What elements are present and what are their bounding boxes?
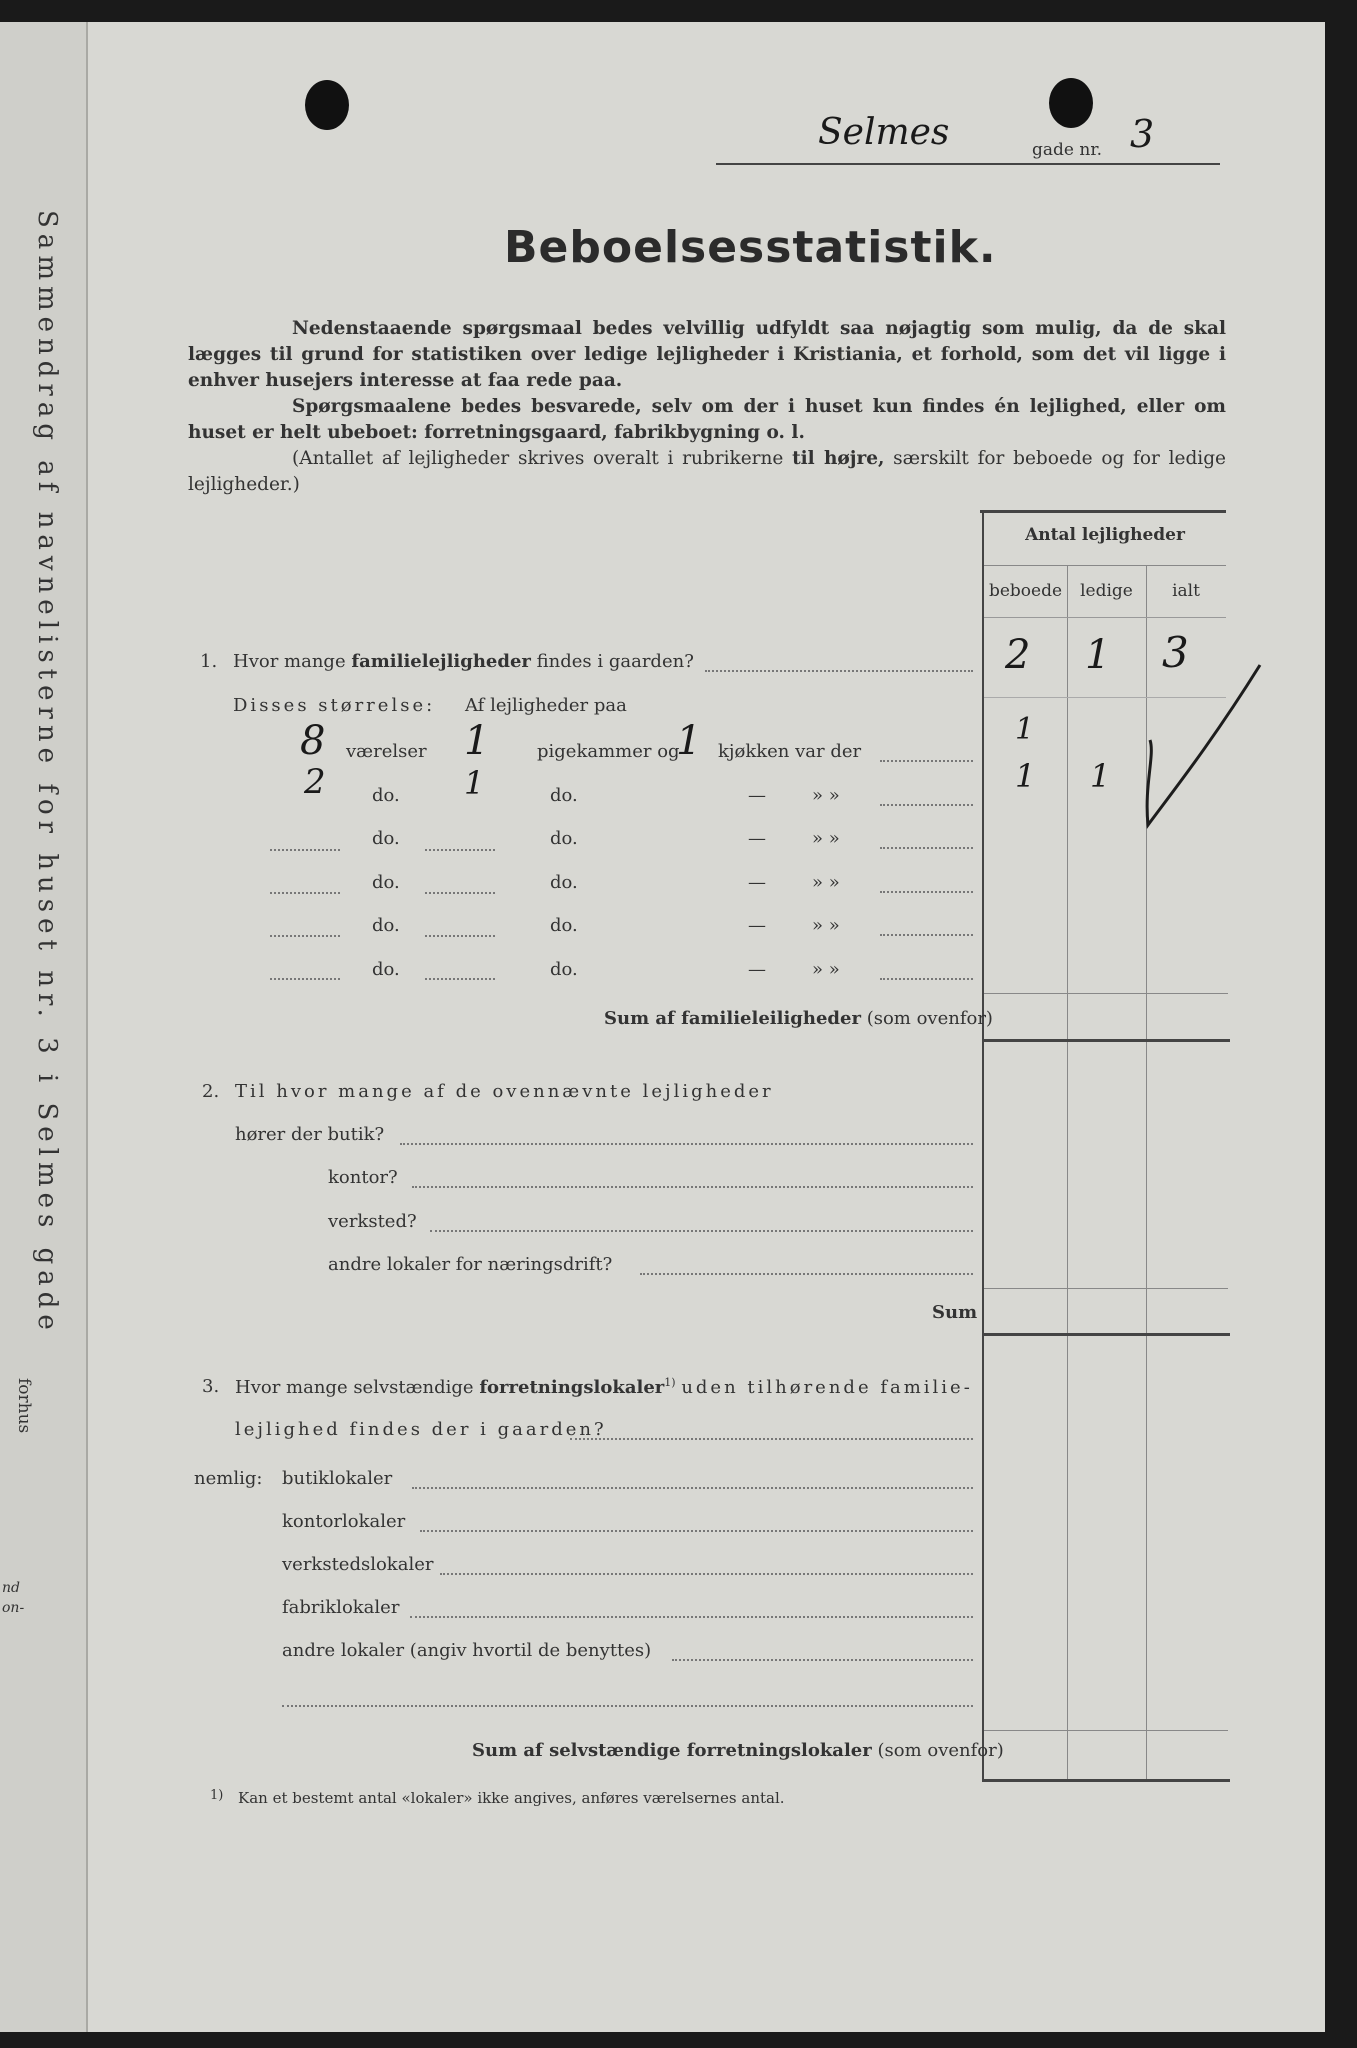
- q3-nemlig: nemlig:: [194, 1468, 263, 1489]
- q1-sum-a: Sum af familieleiligheder: [604, 1008, 861, 1029]
- row1-dots: [880, 760, 973, 762]
- intro-p2-text: Spørgsmaalene bedes besvarede, selv om der i huset kun findes én lejlighed, eller om huset er helt ubeboet: forretningsgaard, fabrikbygning o. l.: [188, 396, 1226, 443]
- street-underline: [716, 163, 1220, 165]
- row1-kitchen: 1: [676, 718, 702, 764]
- row5-end-dots: [880, 934, 973, 936]
- q2-butik: hører der butik?: [235, 1124, 385, 1145]
- row2-end-dots: [880, 804, 973, 806]
- q3-andre-dots: [672, 1659, 973, 1661]
- row3-quote: » »: [812, 828, 840, 849]
- row4-do-1: do.: [372, 872, 400, 893]
- table-header-rule: [984, 565, 1226, 566]
- q2-butik-dots: [400, 1143, 973, 1145]
- row2-do-2: do.: [550, 785, 578, 806]
- footnote-mark: 1): [210, 1788, 224, 1803]
- q2-question: Til hvor mange af de ovennævnte lejligheder: [235, 1081, 774, 1102]
- q3-text-a: Hvor mange selvstændige: [235, 1377, 474, 1398]
- row4-do-2: do.: [550, 872, 578, 893]
- row6-do-2: do.: [550, 959, 578, 980]
- q2-verksted: verksted?: [328, 1211, 417, 1232]
- q3-blank-line: [282, 1705, 973, 1707]
- row2-maid: 1: [464, 764, 485, 802]
- q1-sum-b: (som ovenfor): [866, 1008, 993, 1029]
- table-rule-sum2-top: [984, 1288, 1228, 1289]
- q1-beboede-value: 2: [1005, 632, 1031, 678]
- table-rule-sum3-top: [984, 1730, 1228, 1731]
- margin-vertical-text: Sammendrag af navnelisterne for huset nr. 3 i Selmes gade: [32, 210, 62, 1336]
- row6-quote: » »: [812, 959, 840, 980]
- q3-text-c: uden tilhørende familie-: [681, 1377, 973, 1398]
- punch-hole-left: [305, 80, 349, 130]
- intro-p3-a: (Antallet af lejligheder skrives overalt i rubrikerne: [292, 448, 784, 469]
- row5-dash: —: [748, 915, 766, 936]
- gade-label: gade nr.: [1032, 140, 1102, 160]
- row4-maid-dots: [425, 892, 495, 894]
- margin-on: on-: [2, 1600, 25, 1616]
- q3-verksted-dots: [440, 1573, 973, 1575]
- row5-do-1: do.: [372, 915, 400, 936]
- q2-kontor-dots: [412, 1186, 973, 1188]
- table-rule-sum1-top: [984, 993, 1228, 994]
- q1-sizes-label: Disses størrelse:: [233, 695, 436, 716]
- intro-paragraph-1: [188, 316, 1226, 394]
- intro-paragraph-2: [188, 394, 1226, 446]
- q1-question: [233, 651, 694, 672]
- street-number-handwritten: 3: [1130, 112, 1155, 156]
- q3-kontor: kontorlokaler: [282, 1511, 406, 1532]
- q2-andre: andre lokaler for næringsdrift?: [328, 1254, 613, 1275]
- row1-vaerelser: værelser: [346, 741, 427, 762]
- q3-text-b: forretningslokaler: [479, 1377, 665, 1398]
- row3-do-1: do.: [372, 828, 400, 849]
- row4-end-dots: [880, 891, 973, 893]
- intro-p3-b: til højre,: [792, 448, 885, 469]
- footnote-text: Kan et bestemt antal «lokaler» ikke angives, anføres værelsernes antal.: [238, 1789, 785, 1807]
- margin-forhus: forhus: [14, 1378, 34, 1434]
- q3-number: 3.: [202, 1376, 220, 1397]
- row1-rooms: 8: [300, 718, 326, 764]
- row2-ledige: 1: [1090, 757, 1111, 795]
- q3-andre: andre lokaler (angiv hvortil de benyttes): [282, 1640, 652, 1661]
- q3-verksted: verkstedslokaler: [282, 1554, 434, 1575]
- q3-kontor-dots: [420, 1530, 973, 1532]
- q2-sum: Sum: [932, 1302, 978, 1323]
- q1-text-c: findes i gaarden?: [536, 651, 694, 672]
- intro-p1-text: Nedenstaaende spørgsmaal bedes velvillig udfyldt saa nøjagtig som mulig, da de skal lægges til grund for statistiken over ledige lejligheder i Kristiania, et forhold, som det vil ligge i enhver husejers interesse at faa rede paa.: [188, 318, 1226, 391]
- table-left-rule: [982, 510, 984, 1782]
- table-top-rule: [980, 510, 1226, 513]
- col-ledige: ledige: [1080, 581, 1133, 601]
- row3-do-2: do.: [550, 828, 578, 849]
- row5-quote: » »: [812, 915, 840, 936]
- row5-rooms-dots: [270, 978, 340, 980]
- q1-number: 1.: [200, 651, 218, 672]
- row1-beboede: 1: [1015, 712, 1035, 747]
- row3-maid-dots: [425, 849, 495, 851]
- row4-rooms-dots: [270, 935, 340, 937]
- row2-do-1: do.: [372, 785, 400, 806]
- q3-sup: 1): [664, 1376, 676, 1389]
- table-rule-sum1: [984, 1039, 1230, 1042]
- row4-dash: —: [748, 872, 766, 893]
- page-title: Beboelsesstatistik.: [504, 222, 997, 273]
- intro-paragraph-3: [188, 446, 1226, 498]
- row6-do-1: do.: [372, 959, 400, 980]
- intro-p3-c: særskilt for beboede og for ledige lejligheder.): [188, 448, 1226, 495]
- checkmark-stroke: [1130, 645, 1280, 835]
- punch-hole-right: [1049, 78, 1093, 128]
- row2-quote: » »: [812, 785, 840, 806]
- q1-ledige-value: 1: [1085, 632, 1111, 678]
- q1-ialt-value: 3: [1162, 628, 1189, 677]
- row6-end-dots: [880, 978, 973, 980]
- row6-dash: —: [748, 959, 766, 980]
- q1-text-a: Hvor mange: [233, 651, 346, 672]
- q2-verksted-dots: [430, 1230, 973, 1232]
- row3-end-dots: [880, 847, 973, 849]
- q3-sum-a: Sum af selvstændige forretningslokaler: [472, 1740, 872, 1761]
- row4-quote: » »: [812, 872, 840, 893]
- q2-andre-dots: [640, 1273, 973, 1275]
- row2-beboede: 1: [1015, 757, 1036, 795]
- q3-butik-dots: [412, 1487, 973, 1489]
- row2-rooms-dots: [270, 849, 340, 851]
- q1-sum-label: [604, 1008, 993, 1029]
- q3-fabrik: fabriklokaler: [282, 1597, 400, 1618]
- table-col-rule-1: [1067, 565, 1068, 1782]
- row6-maid-dots: [425, 978, 495, 980]
- q1-sizes-sub: Af lejligheder paa: [465, 695, 627, 716]
- row3-dash: —: [748, 828, 766, 849]
- col-ialt: ialt: [1172, 581, 1200, 601]
- table-rule-sum2: [984, 1333, 1230, 1336]
- row2-dash: —: [748, 785, 766, 806]
- q3-text-d-dots: [570, 1438, 973, 1440]
- table-subheader-rule: [984, 617, 1226, 618]
- col-beboede: beboede: [988, 581, 1063, 601]
- row1-maid: 1: [464, 718, 490, 764]
- q3-butik: butiklokaler: [282, 1468, 393, 1489]
- q3-sum-b: (som ovenfor): [877, 1740, 1004, 1761]
- row1-pigekammer: pigekammer og: [537, 741, 680, 762]
- q1-dots: [705, 670, 973, 672]
- row2-rooms: 2: [304, 762, 326, 802]
- q3-question: [235, 1376, 973, 1398]
- q3-text-d: lejlighed findes der i gaarden?: [235, 1419, 607, 1440]
- row5-do-2: do.: [550, 915, 578, 936]
- row1-kjokken: kjøkken var der: [718, 741, 862, 762]
- table-rule-sum3: [984, 1779, 1230, 1782]
- q1-text-b: familielejligheder: [351, 651, 531, 672]
- table-title: Antal lejligheder: [1025, 525, 1185, 545]
- q3-sum-label: [472, 1740, 1004, 1761]
- margin-nd: nd: [2, 1580, 20, 1596]
- row5-maid-dots: [425, 935, 495, 937]
- q3-fabrik-dots: [410, 1616, 973, 1618]
- row3-rooms-dots: [270, 892, 340, 894]
- q2-kontor: kontor?: [328, 1167, 398, 1188]
- q2-number: 2.: [202, 1081, 220, 1102]
- street-handwritten: Selmes: [818, 112, 950, 153]
